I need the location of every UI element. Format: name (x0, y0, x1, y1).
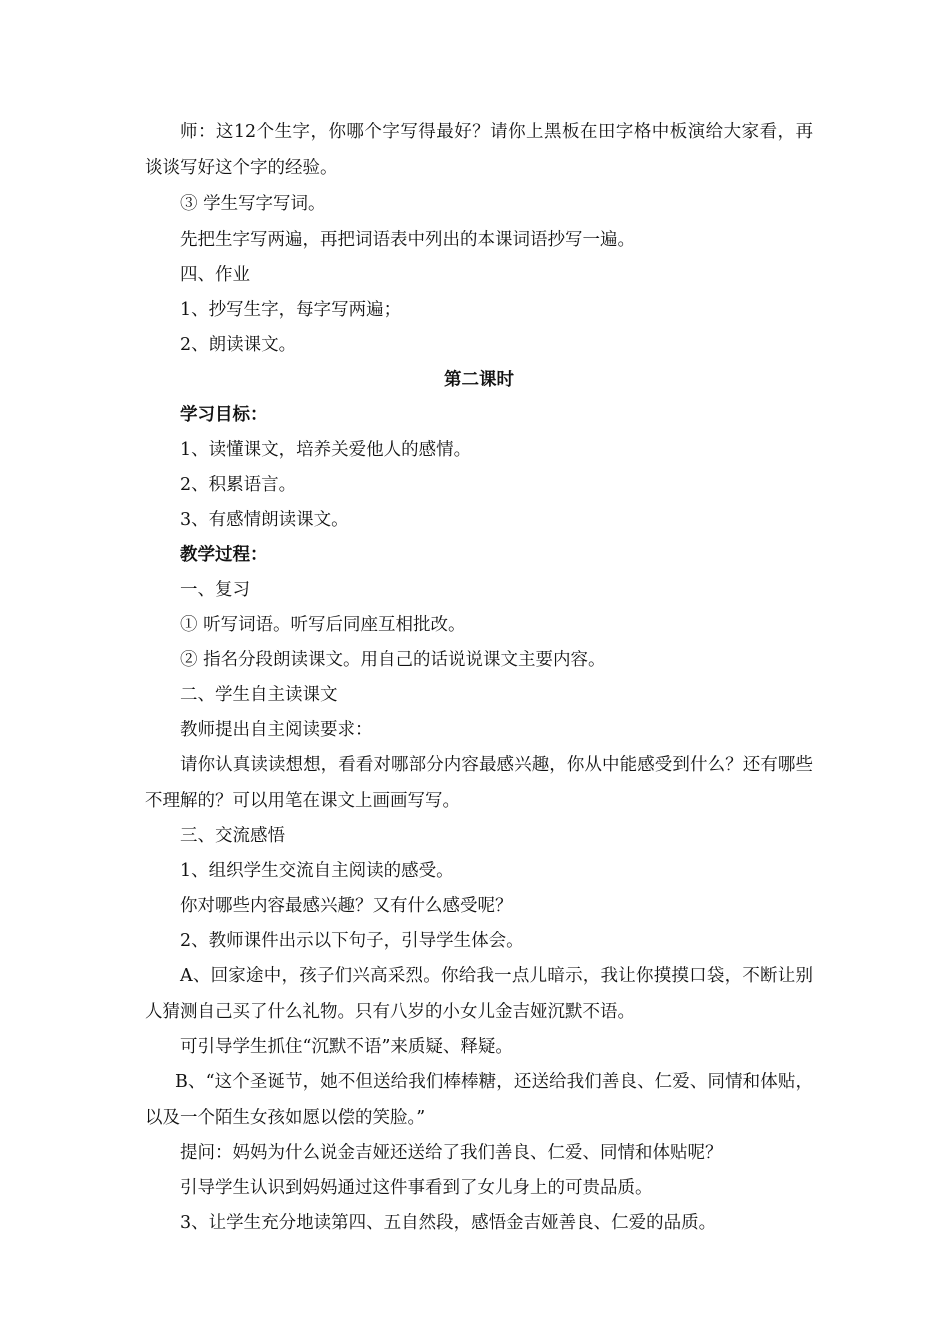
section-homework: 四、作业 (180, 265, 250, 285)
section-exchange: 三、交流感悟 (180, 826, 285, 846)
sentence-a: A、回家途中，孩子们兴高采烈。你给我一点儿暗示，我让你摸摸口袋，不断让别人猜测自己买了什么礼物。只有八岁的小女儿金吉娅沉默不语。 (145, 966, 813, 1022)
lesson-heading: 第二课时 (444, 370, 514, 390)
question-paragraph: 提问：妈妈为什么说金吉娅还送给了我们善良、仁爱、同情和体贴呢？ (180, 1143, 723, 1163)
reading-requirements: 教师提出自主阅读要求： (180, 720, 373, 740)
exchange-item-3: 3、让学生充分地读第四、五自然段，感悟金吉娅善良、仁爱的品质。 (180, 1213, 717, 1233)
exchange-question: 你对哪些内容最感兴趣？又有什么感受呢？ (180, 896, 513, 916)
paragraph-student-writing: ③ 学生写字写词。 (180, 194, 326, 214)
review-item-2: ② 指名分段朗读课文。用自己的话说说课文主要内容。 (180, 650, 606, 670)
exchange-item-1: 1、组织学生交流自主阅读的感受。 (180, 861, 454, 881)
goal-item-3: 3、有感情朗读课文。 (180, 510, 349, 530)
learning-goals-heading: 学习目标： (180, 405, 268, 425)
paragraph-copy-words: 先把生字写两遍，再把词语表中列出的本课词语抄写一遍。 (180, 230, 635, 250)
sentence-b: B、“这个圣诞节，她不但送给我们棒棒糖，还送给我们善良、仁爱、同情和体贴，以及一个陌生女孩如愿以偿的笑脸。” (145, 1072, 813, 1128)
guidance-paragraph: 引导学生认识到妈妈通过这件事看到了女儿身上的可贵品质。 (180, 1178, 653, 1198)
review-item-1: ① 听写词语。听写后同座互相批改。 (180, 615, 466, 635)
paragraph-reading-prompt: 请你认真读读想想，看看对哪部分内容最感兴趣，你从中能感受到什么？还有哪些不理解的？可以用笔在课文上画画写写。 (145, 755, 813, 811)
sentence-a-guidance: 可引导学生抓住“沉默不语”来质疑、释疑。 (180, 1037, 513, 1057)
homework-item-1: 1、抄写生字，每字写两遍； (180, 300, 402, 320)
paragraph-teacher-question: 师：这12个生字，你哪个字写得最好？请你上黑板在田字格中板演给大家看，再谈谈写好这个字的经验。 (145, 122, 813, 178)
section-review: 一、复习 (180, 580, 250, 600)
exchange-item-2: 2、教师课件出示以下句子，引导学生体会。 (180, 931, 524, 951)
goal-item-2: 2、积累语言。 (180, 475, 297, 495)
section-self-reading: 二、学生自主读课文 (180, 685, 338, 705)
homework-item-2: 2、朗读课文。 (180, 335, 297, 355)
goal-item-1: 1、读懂课文，培养关爱他人的感情。 (180, 440, 472, 460)
teaching-process-heading: 教学过程： (180, 545, 268, 565)
